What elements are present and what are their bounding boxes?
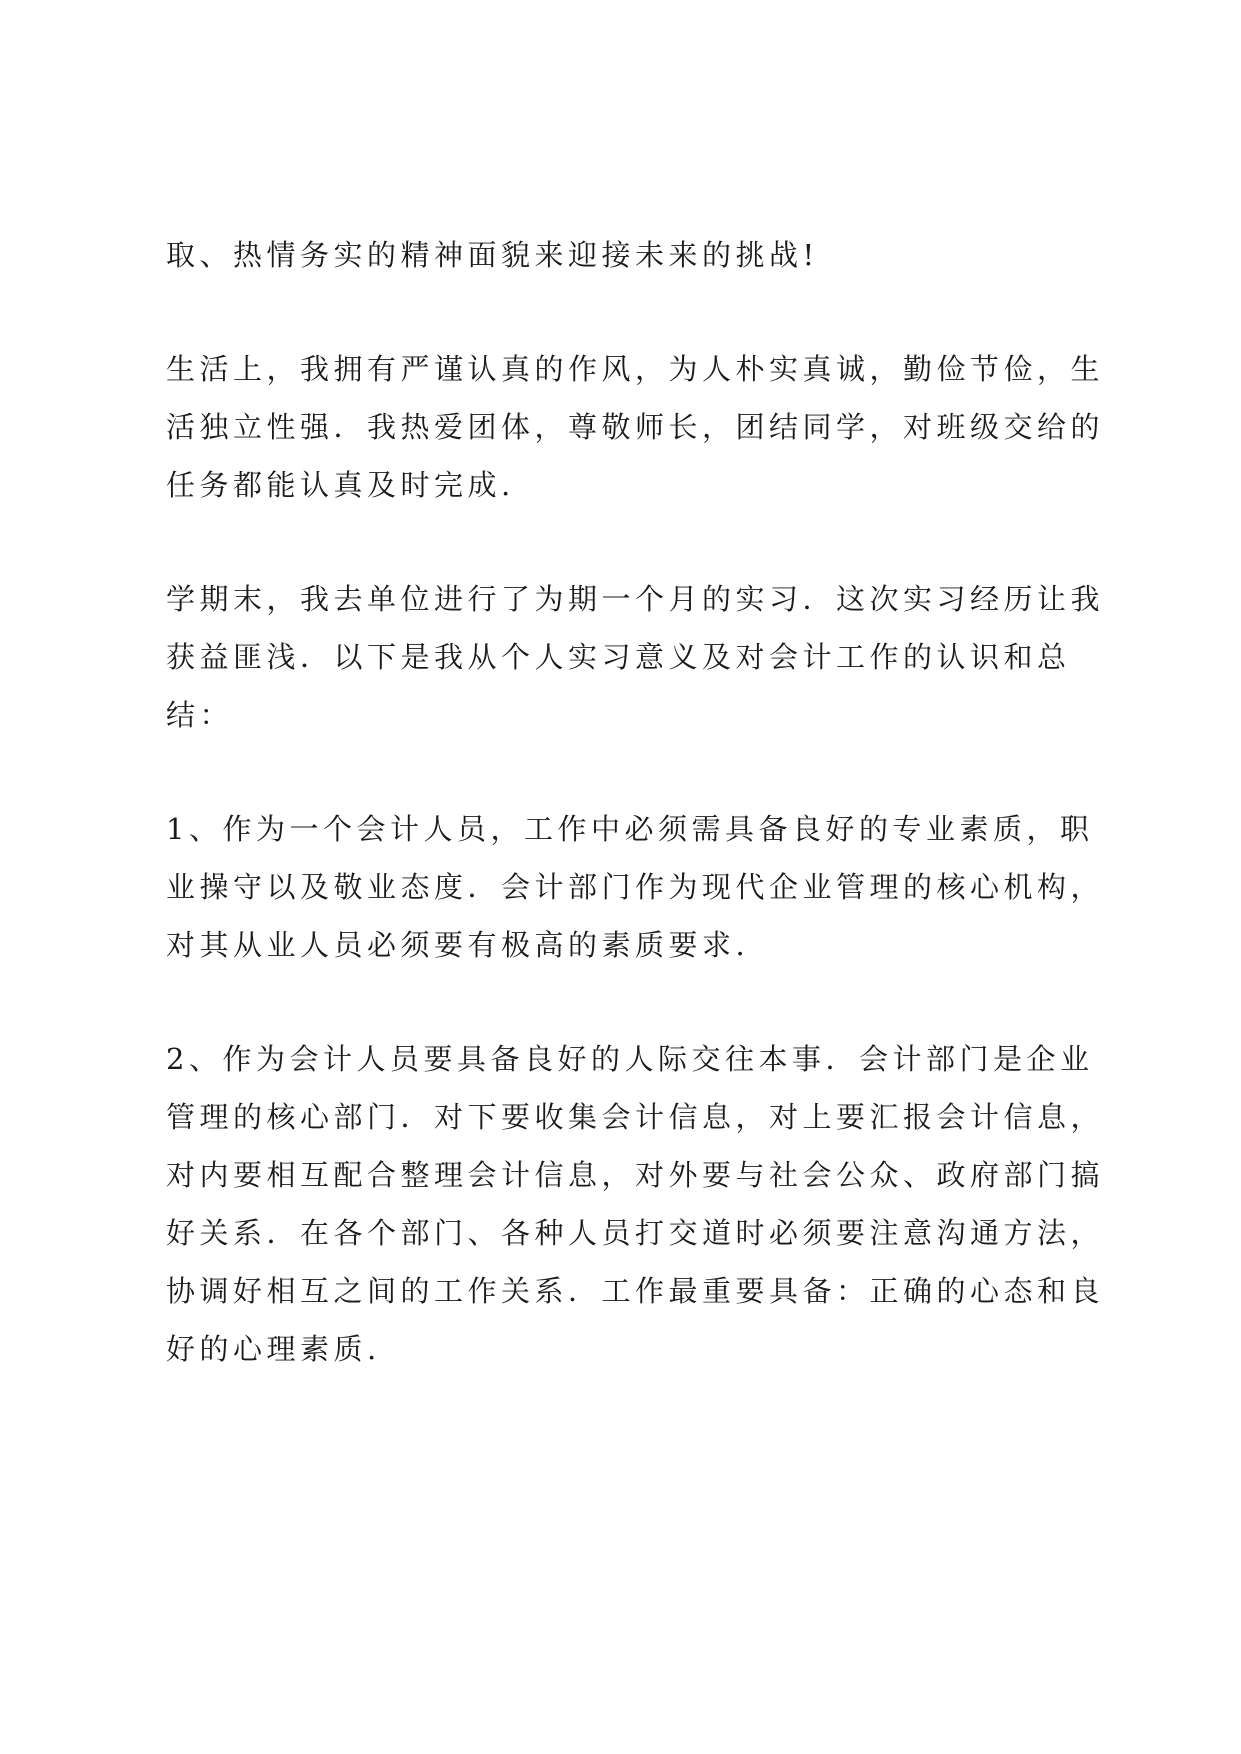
paragraph-line: 对内要相互配合整理会计信息，对外要与社会公众、政府部门搞: [166, 1158, 1105, 1192]
paragraph-line: 获益匪浅．以下是我从个人实习意义及对会计工作的认识和总: [166, 640, 1071, 674]
paragraph-line: 好的心理素质.: [166, 1332, 381, 1366]
paragraph-5: [166, 1030, 1105, 1378]
paragraph-line: 结：: [166, 698, 234, 732]
document-body: [166, 226, 1105, 1434]
paragraph-3: [166, 570, 1105, 744]
paragraph-line: 任务都能认真及时完成.: [166, 468, 515, 502]
paragraph-line: 生活上，我拥有严谨认真的作风，为人朴实真诚，勤俭节俭，生: [166, 352, 1105, 386]
paragraph-line: 协调好相互之间的工作关系．工作最重要具备：正确的心态和良: [166, 1274, 1105, 1308]
paragraph-1: [166, 226, 1096, 284]
paragraph-line: 学期末，我去单位进行了为期一个月的实习．这次实习经历让我: [166, 582, 1105, 616]
paragraph-line: 对其从业人员必须要有极高的素质要求.: [166, 928, 750, 962]
paragraph-4: [166, 800, 1105, 974]
paragraph-line: 活独立性强．我热爱团体，尊敬师长，团结同学，对班级交给的: [166, 410, 1105, 444]
paragraph-line: 管理的核心部门．对下要收集会计信息，对上要汇报会计信息，: [166, 1100, 1105, 1134]
paragraph-line: 1、作为一个会计人员，工作中必须需具备良好的专业素质，职: [166, 812, 1094, 846]
paragraph-line: 业操守以及敬业态度．会计部门作为现代企业管理的核心机构，: [166, 870, 1105, 904]
paragraph-line: 2、作为会计人员要具备良好的人际交往本事．会计部门是企业: [166, 1042, 1094, 1076]
paragraph-2: [166, 340, 1105, 514]
paragraph-line: 取、热情务实的精神面貌来迎接未来的挑战!: [166, 238, 819, 272]
paragraph-line: 好关系．在各个部门、各种人员打交道时必须要注意沟通方法，: [166, 1216, 1105, 1250]
